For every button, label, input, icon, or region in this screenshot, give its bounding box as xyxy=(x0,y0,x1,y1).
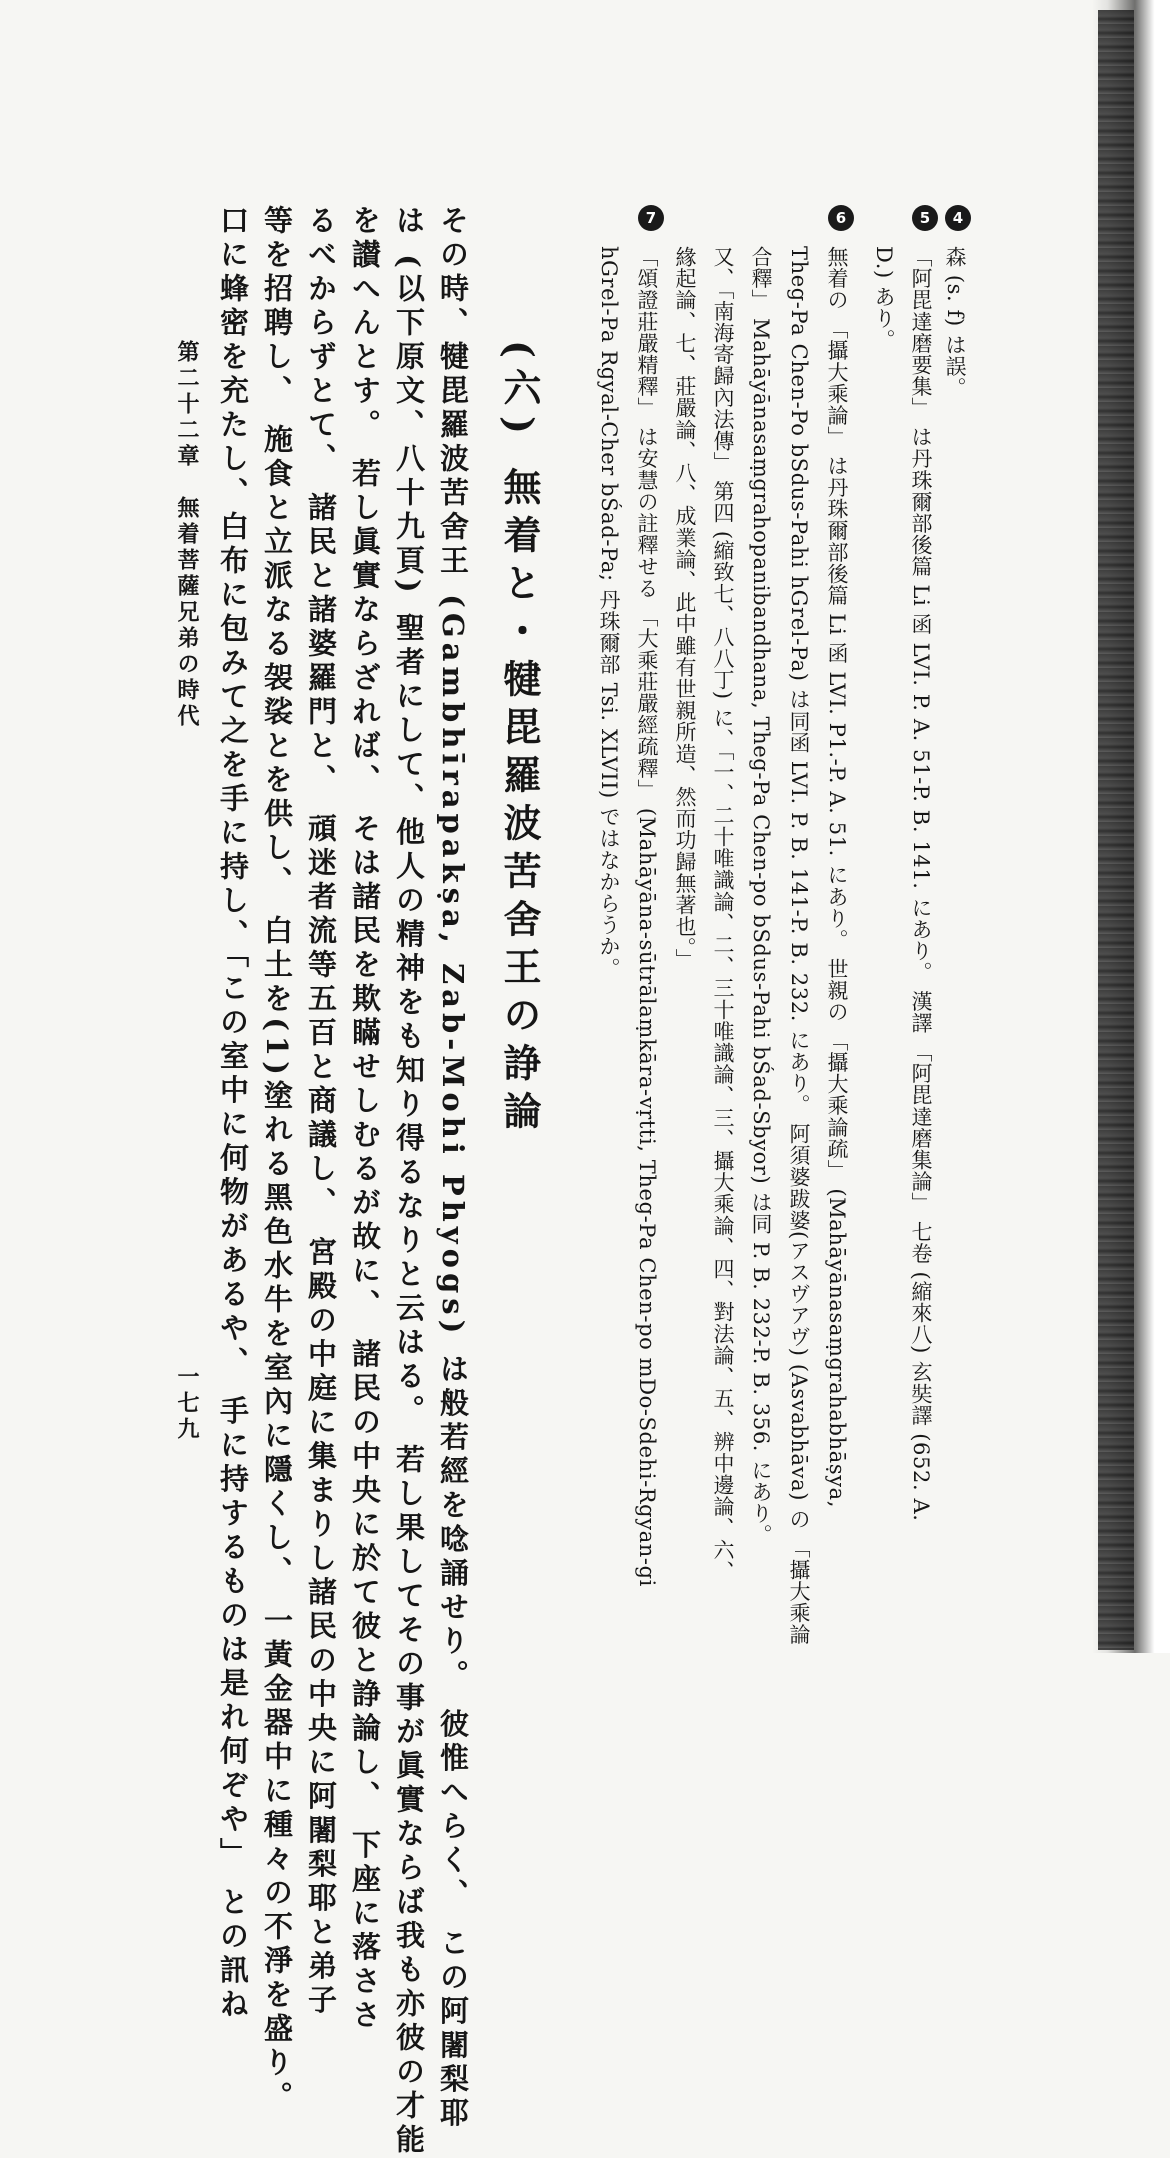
chapter-running-title: 第二十二章 無着菩薩兄弟の時代 xyxy=(174,340,200,730)
body-line-5: 等を招聘し、 施食と立派なる袈裟とを供し、 白土を(1)塗れる黑色水牛を室內に隱くし、 一黃金器中に種々の不淨を盛り。 xyxy=(260,205,294,2115)
note-6-line-4: 又、「南海寄歸內法傳」 第四 (縮致七、八八丁) に、「一、二十唯識論、二、三十唯識論、三、攝大乘論、四、對法論、五、辨中邊論、六、 xyxy=(711,246,735,1583)
note-6-line-2: Theg-Pa Chen-Po bSdus-Pahi hGrel-Pa) は同函 LVI. P. B. 141-P. B. 232. にあり。 阿須婆跋婆(アスヴアヴ) (Asvabhāva) の 「攝大乘論 xyxy=(787,246,811,1646)
note-6-line-5: 緣起論、七、莊嚴論、八、成業論、此中雖有世親所造、然而功歸無著也。」 xyxy=(673,246,697,970)
note-7-line-2: hGrel-Pa Rgyal-Cher bŚad-Pa; 丹珠爾部 Tsi. XLVII) ではなからうか。 xyxy=(597,246,621,979)
body-line-2: は (以下原文、八十九頁) 聖者にして、他人の精神をも知り得るなりと云はる。 若し果してその事が眞實ならば我も亦彼の才能 xyxy=(392,205,426,2158)
body-line-4: るべからずとて、 諸民と諸婆羅門と、 頑迷者流等五百と商議し、 宮殿の中庭に集まりし諸民の中央に阿闍梨耶と弟子 xyxy=(304,205,338,2019)
note-6-line-1: 無着の 「攝大乘論」 は丹珠爾部後篇 Li 函 LVI. P1.-P. A. 51. にあり。 世親の 「攝大乘論疏」 (Mahāyānasaṃgrahabhāṣya, xyxy=(825,246,849,1509)
note-5-line-2: D.) あり。 xyxy=(872,246,896,351)
note-5-line-1: 「阿毘達磨要集」 は丹珠爾部後篇 Li 函 LVI. P. A. 51-P. B. 141. にあり。 漢譯 「阿毘達磨集論」 七卷 (縮來八) 玄奘譯 (652. A. xyxy=(909,246,933,1522)
section-heading: (六) 無着と・犍毘羅波苦舍王の諍論 xyxy=(497,340,542,1140)
body-line-6: 口に蜂密を充たし、白布に包みて之を手に持し、「この室中に何物があるや、 手に持するものは是れ何ぞや」 との訊ね xyxy=(216,205,250,2023)
note-marker-5: 5 xyxy=(912,205,938,231)
book-spine-edge xyxy=(1098,10,1134,1650)
note-6-line-3: 合釋」 Mahāyānasaṃgrahopanibandhana, Theg-Pa Chen-po bSdus-Pahi bŚad-Sbyor) は同 P. B. 232-P. B. 356. にあり。 xyxy=(749,246,773,1546)
note-marker-4: 4 xyxy=(945,205,971,231)
note-marker-7: 7 xyxy=(638,205,664,231)
page-number: 一七九 xyxy=(174,1365,200,1443)
body-line-1: その時、犍毘羅波苦舍王 (Gambhīrapakṣa, Zab-Mohi Phyogs) は般若經を唸誦せり。 彼惟へらく、 この阿闍梨耶 xyxy=(436,205,470,2132)
body-line-3: を讃へんとす。 若し眞實ならざれば、 そは諸民を欺瞞せしむるが故に、 諸民の中央に於て彼と諍論し、 下座に落ささ xyxy=(348,205,382,2034)
note-7-line-1: 「頌證莊嚴精釋」 は安慧の註釋せる 「大乘莊嚴經疏釋」 (Mahāyāna-sūtrālaṃkāra-vṛtti, Theg-Pa Chen-po mDo-Sdehi-Rgyan-gi xyxy=(635,246,659,1587)
note-marker-6: 6 xyxy=(828,205,854,231)
note-4-line-1: 森 (s. f) は誤。 xyxy=(943,246,967,399)
